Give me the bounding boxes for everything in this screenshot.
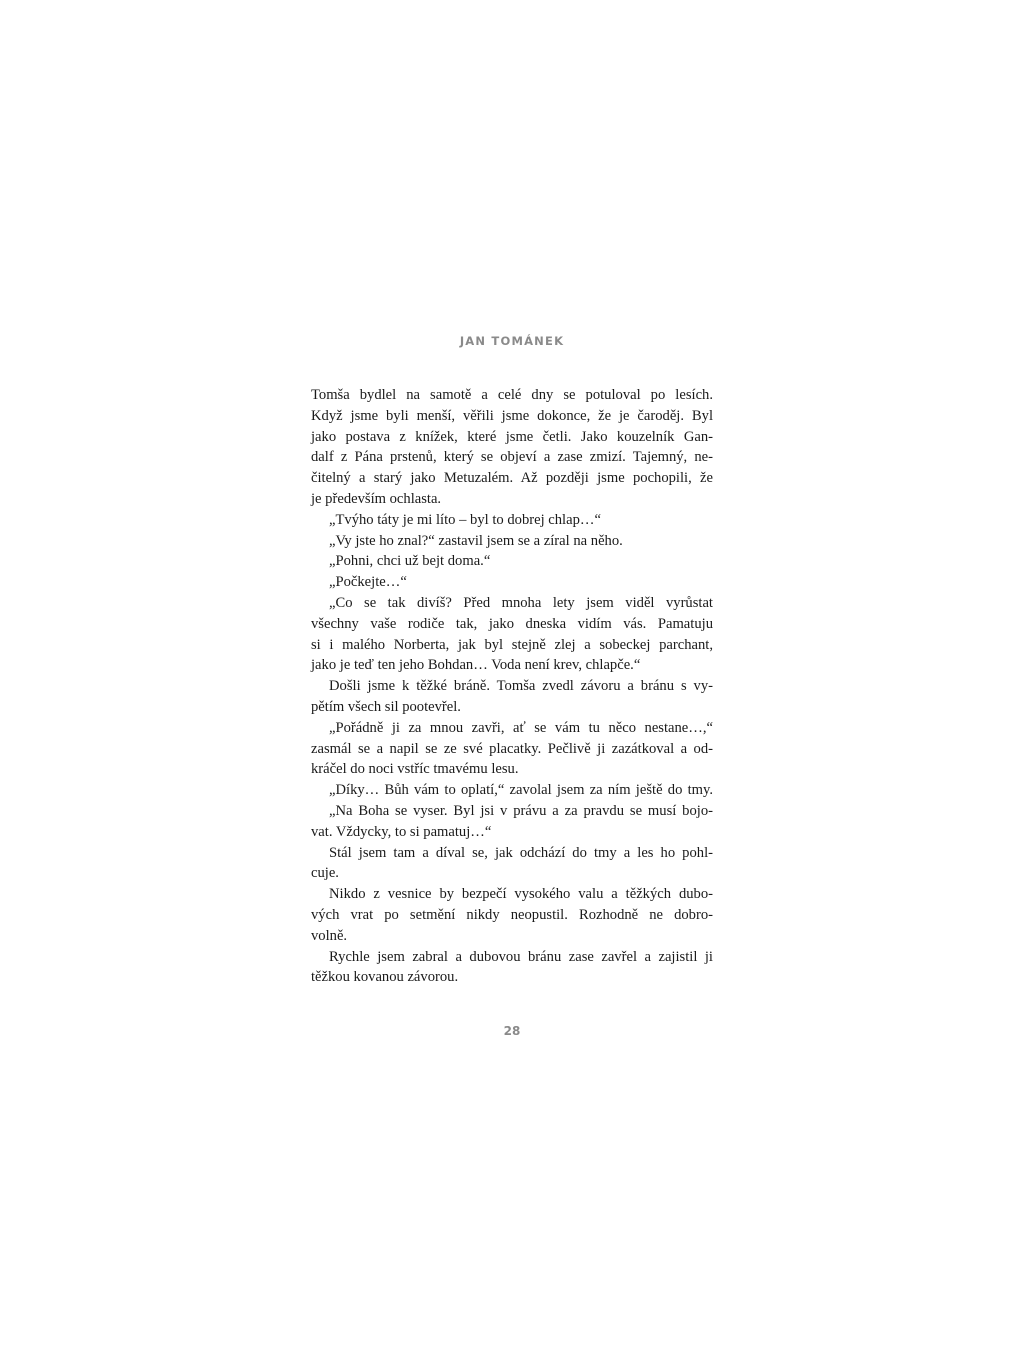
text-line: jako postava z knížek, které jsme četli. Jako kouzelník Gan- [311, 428, 713, 445]
text-line: „Tvýho táty je mi líto – byl to dobrej chlap…“ [329, 511, 601, 528]
text-line: všechny vaše rodiče tak, jako dneska vidím vás. Pamatuju [311, 615, 713, 632]
text-line: těžkou kovanou závorou. [311, 969, 459, 986]
text-line: vých vrat po setmění nikdy neopustil. Rozhodně ne dobro- [311, 906, 713, 923]
page-number: 28 [503, 1024, 521, 1038]
text-line: „Vy jste ho znal?“ zastavil jsem se a zíral na něho. [329, 532, 623, 549]
text-line: „Na Boha se vyser. Byl jsi v právu a za pravdu se musí bojo- [329, 802, 713, 819]
text-line: volně. [311, 927, 348, 944]
text-line: čitelný a starý jako Metuzalém. Až později jsme pochopili, že [311, 470, 713, 487]
text-line: Stál jsem tam a díval se, jak odchází do tmy a les ho pohl- [329, 844, 713, 861]
text-line: si i malého Norberta, jak byl stejně zlej a sobeckej parchant, [311, 636, 713, 653]
text-line: kráčel do noci vstříc tmavému lesu. [311, 761, 519, 778]
text-line: „Pohni, chci už bejt doma.“ [329, 553, 491, 570]
text-line: „Pořádně ji za mnou zavři, ať se vám tu něco nestane…,“ [329, 719, 713, 736]
text-line: dalf z Pána prstenů, který se objeví a zase zmizí. Tajemný, ne- [311, 449, 713, 466]
text-line: jako je teď ten jeho Bohdan… Voda není krev, chlapče.“ [311, 657, 641, 674]
text-line: „Díky… Bůh vám to oplatí,“ zavolal jsem za ním ještě do tmy. [329, 782, 713, 799]
text-line: Když jsme byli menší, věřili jsme dokonce, že je čaroděj. Byl [311, 407, 713, 424]
text-line: je především ochlasta. [311, 490, 442, 507]
running-header-author: JAN TOMÁNEK [459, 334, 565, 348]
body-text [311, 385, 713, 988]
text-line: Došli jsme k těžké bráně. Tomša zvedl závoru a bránu s vy- [329, 678, 713, 695]
text-line: pětím všech sil pootevřel. [311, 698, 461, 715]
text-line: Tomša bydlel na samotě a celé dny se potuloval po lesích. [311, 387, 713, 403]
text-line: „Co se tak divíš? Před mnoha lety jsem viděl vyrůstat [329, 594, 713, 611]
text-line: vat. Vždycky, to si pamatuj…“ [311, 823, 492, 840]
text-line: zasmál se a napil se ze své placatky. Pečlivě ji zazátkoval a od- [311, 740, 713, 757]
text-line: „Počkejte…“ [329, 574, 407, 591]
text-line: cuje. [311, 865, 339, 882]
text-line: Nikdo z vesnice by bezpečí vysokého valu a těžkých dubo- [329, 886, 713, 903]
text-line: Rychle jsem zabral a dubovou bránu zase zavřel a zajistil ji [329, 948, 713, 965]
